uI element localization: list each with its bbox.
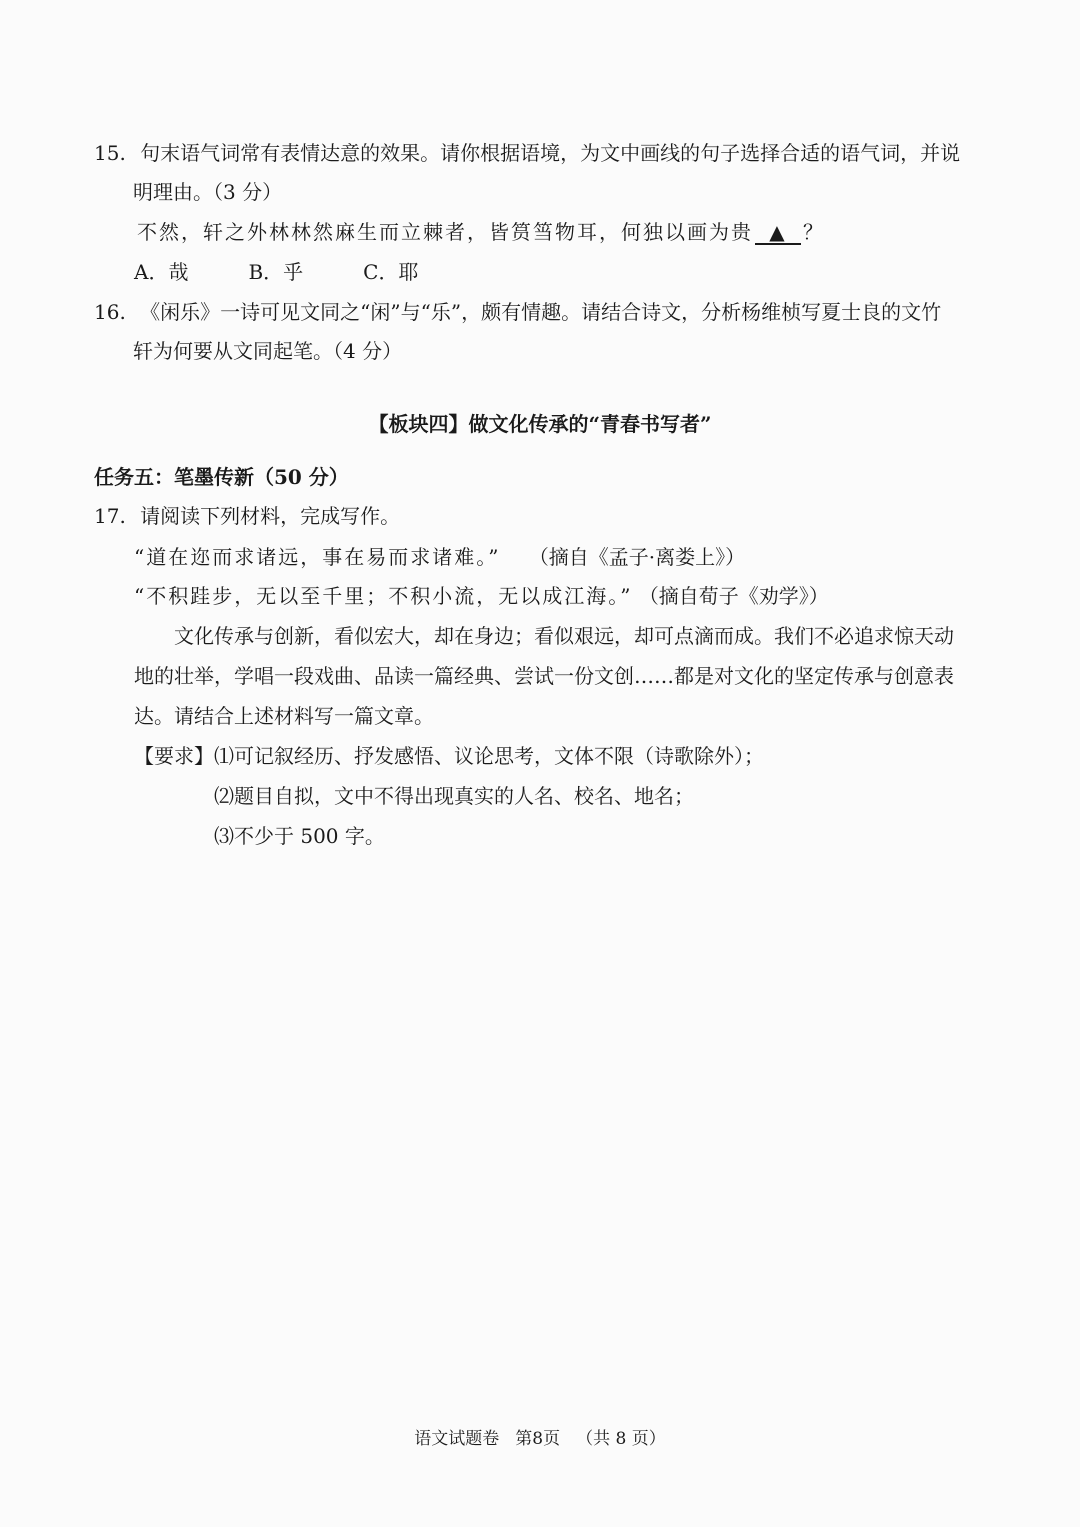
q15-options [134, 258, 478, 286]
footer-total-pages: （共 8 页） [576, 1429, 666, 1449]
q17-requirement-1: ⑴可记叙经历、抒发感悟、议论思考，文体不限（诗歌除外）； [214, 744, 764, 768]
q15-option-b: B．乎 [248, 260, 304, 284]
q16-line2: 轩为何要从文同起笔。（4 分） [133, 339, 403, 363]
q15-option-c: C．耶 [363, 260, 419, 284]
q17-paragraph-line1: 文化传承与创新，看似宏大，却在身边；看似艰远，却可点滴而成。我们不必追求惊天动 [174, 624, 954, 648]
q15-line1 [94, 139, 960, 167]
q15-answer-blank: ▲ [755, 221, 801, 245]
q17-paragraph-line3: 达。请结合上述材料写一篇文章。 [134, 704, 434, 728]
q17-paragraph-line2: 地的壮举，学唱一段戏曲、品读一篇经典、尝试一份文创……都是对文化的坚定传承与创意表 [134, 664, 954, 688]
q15-quote-text: 不然，轩之外林林然麻生而立棘者，皆筼筜物耳，何独以画为贵 [137, 220, 753, 244]
q17-requirement-2: ⑵题目自拟，文中不得出现真实的人名、校名、地名； [214, 784, 694, 808]
q16-line1 [94, 298, 941, 326]
q17-quote2-source: （摘自荀子《劝学》） [638, 584, 829, 608]
q17-intro: 请阅读下列材料，完成写作。 [140, 504, 401, 528]
q16-number: 16. [94, 300, 126, 324]
q15-option-a: A．哉 [134, 260, 189, 284]
q17-requirements-label: 【要求】 [134, 744, 214, 768]
task-title: 任务五：笔墨传新（50 分） [94, 465, 349, 489]
q17-requirement1-line [134, 742, 764, 770]
q17-number: 17. [94, 504, 126, 528]
q17-quote2-line [134, 582, 829, 610]
page-footer [0, 1425, 1080, 1453]
q15-quote [137, 218, 825, 246]
q15-line2: 明理由。（3 分） [133, 180, 283, 204]
q17-quote1-line [134, 543, 745, 571]
q15-number: 15. [94, 141, 126, 165]
footer-subject: 语文试题卷 [414, 1429, 500, 1449]
q17-line-intro [94, 502, 400, 530]
q15-text-line1: 句末语气词常有表情达意的效果。请你根据语境，为文中画线的句子选择合适的语气词，并说 [140, 141, 961, 165]
q17-quote1: “道在迩而求诸远，事在易而求诸难。” [134, 545, 501, 569]
q17-quote2: “不积跬步，无以至千里；不积小流，无以成江海。” [134, 584, 633, 608]
q17-requirement-3: ⑶不少于 500 字。 [214, 824, 385, 848]
section-title: 【板块四】做文化传承的“青春书写者” [368, 412, 712, 436]
footer-page-number: 第8页 [515, 1429, 561, 1449]
q16-text-line1: 《闲乐》一诗可见文同之“闲”与“乐”，颇有情趣。请结合诗文，分析杨维桢写夏士良的文竹 [140, 300, 942, 324]
q15-quote-end: ？ [803, 220, 825, 244]
q17-quote1-source: （摘自《孟子·离娄上》） [528, 545, 746, 569]
